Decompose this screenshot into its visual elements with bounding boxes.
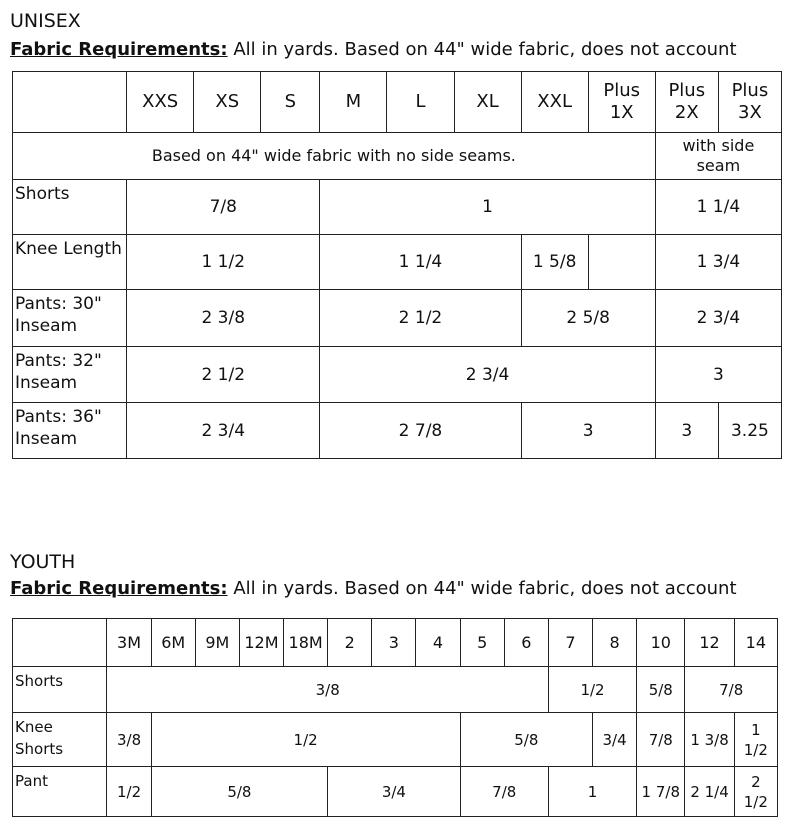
youth-corner-cell [13, 619, 107, 667]
unisex-yardage-cell: 2 3/4 [127, 403, 320, 459]
unisex-row-knee-length [13, 235, 782, 290]
youth-header-row [13, 619, 778, 667]
youth-yardage-cell: 1 7/8 [637, 767, 685, 817]
unisex-corner-cell [13, 72, 127, 133]
unisex-note-main: Based on 44" wide fabric with no side seams. [13, 133, 656, 180]
youth-yardage-cell: 1/2 [107, 767, 151, 817]
unisex-size-header-l: L [387, 72, 454, 133]
youth-yardage-cell: 5/8 [460, 713, 592, 767]
youth-requirements-line [10, 578, 737, 600]
youth-size-header-4: 4 [416, 619, 460, 667]
youth-row-label: Pant [13, 767, 107, 817]
unisex-yardage-cell: 3 [521, 403, 655, 459]
unisex-yardage-cell: 2 3/4 [320, 347, 655, 403]
unisex-size-header-xl: XL [454, 72, 521, 133]
youth-size-header-2: 2 [328, 619, 372, 667]
youth-yardage-cell: 2 1/4 [685, 767, 734, 817]
youth-size-header-6: 6 [504, 619, 548, 667]
unisex-title: UNISEX [10, 10, 81, 32]
unisex-yardage-cell: 1 1/4 [320, 235, 521, 290]
unisex-yardage-cell [588, 235, 655, 290]
unisex-yardage-cell: 1 [320, 180, 655, 235]
youth-size-header-18m: 18M [284, 619, 328, 667]
unisex-row-pants-32-inseam [13, 347, 782, 403]
youth-size-header-12m: 12M [239, 619, 283, 667]
youth-yardage-cell: 7/8 [460, 767, 548, 817]
unisex-row-label: Shorts [13, 180, 127, 235]
youth-requirements-label: Fabric Requirements: [10, 578, 228, 599]
unisex-row-label: Knee Length [13, 235, 127, 290]
unisex-yardage-cell: 3.25 [718, 403, 781, 459]
youth-yardage-cell: 1/2 [548, 667, 636, 713]
youth-yardage-cell: 1/2 [151, 713, 460, 767]
youth-row-pant [13, 767, 778, 817]
youth-yardage-cell: 3/8 [107, 713, 151, 767]
unisex-row-label: Pants: 32" Inseam [13, 347, 127, 403]
unisex-yardage-cell: 3 [655, 403, 718, 459]
unisex-note-side: with side seam [655, 133, 781, 180]
youth-title: YOUTH [10, 551, 76, 573]
unisex-row-pants-36-inseam [13, 403, 782, 459]
youth-size-header-9m: 9M [195, 619, 239, 667]
youth-size-header-7: 7 [548, 619, 592, 667]
unisex-yardage-cell: 2 1/2 [320, 290, 521, 347]
youth-table-body [13, 619, 778, 817]
unisex-yardage-cell: 1 3/4 [655, 235, 781, 290]
unisex-size-header-plus-1x: Plus 1X [588, 72, 655, 133]
unisex-table-body [13, 72, 782, 459]
youth-yardage-cell: 7/8 [637, 713, 685, 767]
youth-size-header-3m: 3M [107, 619, 151, 667]
youth-size-header-8: 8 [593, 619, 637, 667]
youth-row-shorts [13, 667, 778, 713]
unisex-yardage-cell: 2 5/8 [521, 290, 655, 347]
unisex-row-pants-30-inseam [13, 290, 782, 347]
youth-row-label: Knee Shorts [13, 713, 107, 767]
unisex-size-header-xxl: XXL [521, 72, 588, 133]
unisex-size-header-s: S [261, 72, 320, 133]
unisex-size-header-m: M [320, 72, 387, 133]
unisex-header-row [13, 72, 782, 133]
unisex-yardage-cell: 7/8 [127, 180, 320, 235]
unisex-requirements-label: Fabric Requirements: [10, 39, 228, 60]
unisex-yardage-cell: 2 1/2 [127, 347, 320, 403]
unisex-yardage-cell: 2 3/8 [127, 290, 320, 347]
unisex-yardage-cell: 1 1/2 [127, 235, 320, 290]
youth-size-header-6m: 6M [151, 619, 195, 667]
youth-size-header-14: 14 [734, 619, 777, 667]
unisex-size-header-xxs: XXS [127, 72, 194, 133]
unisex-row-label: Pants: 30" Inseam [13, 290, 127, 347]
youth-fabric-table [12, 618, 778, 817]
unisex-yardage-cell: 2 7/8 [320, 403, 521, 459]
unisex-row-label: Pants: 36" Inseam [13, 403, 127, 459]
unisex-size-header-xs: XS [194, 72, 261, 133]
youth-size-header-3: 3 [372, 619, 416, 667]
unisex-yardage-cell: 2 3/4 [655, 290, 781, 347]
unisex-row-shorts [13, 180, 782, 235]
unisex-yardage-cell: 3 [655, 347, 781, 403]
youth-yardage-cell: 1 1/2 [734, 713, 777, 767]
youth-size-header-12: 12 [685, 619, 734, 667]
youth-yardage-cell: 5/8 [151, 767, 328, 817]
unisex-yardage-cell: 1 1/4 [655, 180, 781, 235]
youth-yardage-cell: 3/4 [328, 767, 460, 817]
youth-yardage-cell: 1 [548, 767, 636, 817]
youth-yardage-cell: 7/8 [685, 667, 778, 713]
unisex-note-row [13, 133, 782, 180]
unisex-size-header-plus-2x: Plus 2X [655, 72, 718, 133]
youth-yardage-cell: 1 3/8 [685, 713, 734, 767]
youth-row-label: Shorts [13, 667, 107, 713]
unisex-requirements-note: All in yards. Based on 44" wide fabric, does not account [233, 39, 737, 60]
youth-yardage-cell: 3/8 [107, 667, 548, 713]
youth-size-header-10: 10 [637, 619, 685, 667]
unisex-fabric-table [12, 71, 782, 459]
youth-row-knee-shorts [13, 713, 778, 767]
youth-size-header-5: 5 [460, 619, 504, 667]
youth-yardage-cell: 5/8 [637, 667, 685, 713]
unisex-requirements-line [10, 39, 737, 61]
youth-yardage-cell: 2 1/2 [734, 767, 777, 817]
youth-requirements-note: All in yards. Based on 44" wide fabric, does not account [233, 578, 737, 599]
youth-yardage-cell: 3/4 [593, 713, 637, 767]
unisex-size-header-plus-3x: Plus 3X [718, 72, 781, 133]
unisex-yardage-cell: 1 5/8 [521, 235, 588, 290]
